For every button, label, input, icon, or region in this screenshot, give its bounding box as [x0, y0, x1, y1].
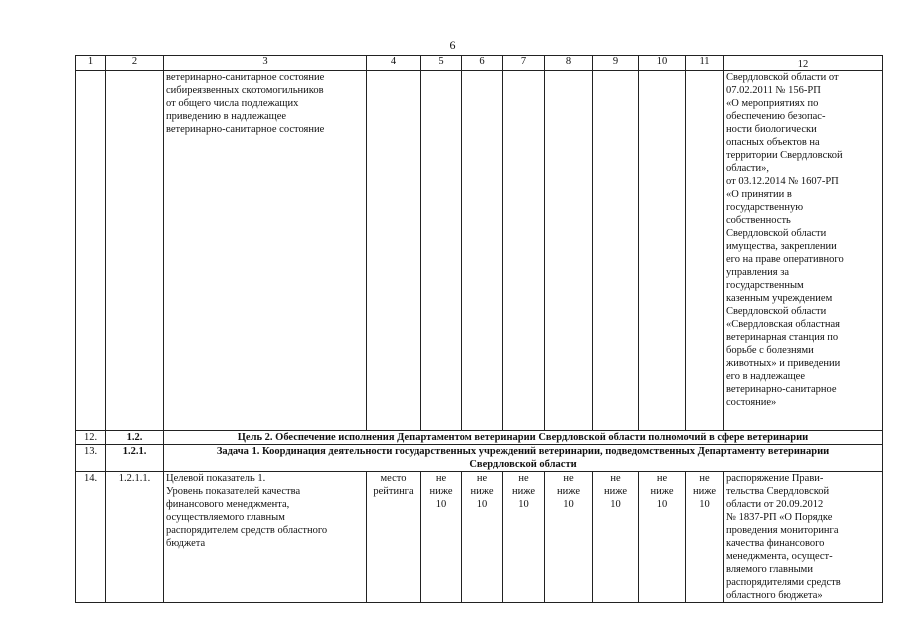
text-line: качества финансового: [726, 538, 825, 549]
text-line: его на праве оперативного: [726, 254, 844, 265]
table-row-indicator-1: [76, 472, 883, 603]
goal-heading: Цель 2. Обеспечение исполнения Департаментом ветеринарии Свердловской области полномочий в сфере ветеринарии: [164, 431, 883, 445]
unit-cell: [367, 472, 421, 603]
text-line: 10: [476, 499, 488, 510]
text-line: области от 20.09.2012: [726, 499, 824, 510]
header-cell: 8: [545, 56, 593, 71]
text-line: 10: [656, 499, 668, 510]
table-row-goal-2: [76, 431, 883, 445]
text-line: место: [380, 473, 407, 484]
text-line: сибиреязвенных скотомогильников: [166, 85, 324, 96]
text-line: управления за: [726, 267, 789, 278]
text-line: не: [563, 473, 574, 484]
text-line: областного бюджета»: [726, 590, 823, 601]
text-line: ниже: [556, 486, 580, 497]
text-line: не: [610, 473, 621, 484]
text-line: 10: [518, 499, 529, 510]
text-line: не: [699, 473, 710, 484]
header-cell: 4: [367, 56, 421, 71]
indicator-table: [75, 55, 883, 603]
text-line: «О принятии в: [726, 189, 792, 200]
text-line: бюджета: [166, 538, 206, 549]
text-line: № 1837-РП «О Порядке: [726, 512, 833, 523]
text-line: 10: [699, 499, 710, 510]
text-line: государственную: [726, 202, 804, 213]
text-line: ветеринарно-санитарное состояние: [166, 124, 325, 135]
text-line: от 03.12.2014 № 1607-РП: [726, 176, 839, 187]
text-line: распорядителем средств областного: [166, 525, 328, 536]
text-line: ниже: [650, 486, 674, 497]
text-line: опасных объектов на: [726, 137, 820, 148]
text-line: ветеринарно-санитарное: [726, 384, 837, 395]
text-line: Целевой показатель 1.: [166, 473, 266, 484]
header-cell: 9: [593, 56, 639, 71]
text-line: вляемого главными: [726, 564, 813, 575]
text-line: тельства Свердловской: [726, 486, 830, 497]
value-cell: [686, 472, 724, 603]
value-cell: [421, 472, 462, 603]
continuation-description: [164, 71, 367, 431]
text-line: распорядителями средств: [726, 577, 841, 588]
header-cell: 11: [686, 56, 724, 71]
table-row-task-1: [76, 445, 883, 472]
text-line: ниже: [470, 486, 494, 497]
text-line: Свердловской области: [726, 306, 827, 317]
text-line: приведению в надлежащее: [166, 111, 287, 122]
row-code: 1.2.1.1.: [106, 472, 164, 603]
value-cell: [503, 472, 545, 603]
text-line: государственным: [726, 280, 804, 291]
text-line: ности биологически: [726, 124, 817, 135]
text-line: «О мероприятиях по: [726, 98, 819, 109]
text-line: не: [435, 473, 447, 484]
header-cell: 12: [724, 56, 883, 71]
text-line: животных» и приведении: [726, 358, 841, 369]
header-cell: 7: [503, 56, 545, 71]
value-cell: [639, 472, 686, 603]
value-cell: [462, 472, 503, 603]
text-line: распоряжение Прави-: [726, 473, 824, 484]
header-cell: 6: [462, 56, 503, 71]
table-row-continuation: [76, 71, 883, 431]
text-line: 10: [610, 499, 621, 510]
text-line: области»,: [726, 163, 769, 174]
text-line: Уровень показателей качества: [166, 486, 301, 497]
row-code: 1.2.: [106, 431, 164, 445]
text-line: территории Свердловской: [726, 150, 843, 161]
text-line: обеспечению безопас-: [726, 111, 826, 122]
value-cell: [593, 472, 639, 603]
text-line: Свердловской области от: [726, 72, 839, 83]
text-line: ветеринарно-санитарное состояние: [166, 72, 325, 83]
header-cell: 3: [164, 56, 367, 71]
page-number: 6: [449, 38, 456, 52]
text-line: финансового менеджмента,: [166, 499, 290, 510]
text-line: «Свердловская областная: [726, 319, 840, 330]
text-line: борьбе с болезнями: [726, 345, 814, 356]
text-line: не: [656, 473, 668, 484]
text-line: не: [518, 473, 529, 484]
task-heading-line: Свердловской области: [469, 459, 577, 470]
header-cell: 5: [421, 56, 462, 71]
text-line: имущества, закреплении: [726, 241, 837, 252]
indicator-legal-basis: [724, 472, 883, 603]
continuation-legal-basis: [724, 71, 883, 431]
text-line: осуществляемого главным: [166, 512, 285, 523]
text-line: ниже: [692, 486, 716, 497]
text-line: Свердловской области: [726, 228, 827, 239]
text-line: состояние»: [726, 397, 777, 408]
text-line: ниже: [603, 486, 627, 497]
task-heading-line: Задача 1. Координация деятельности государственных учреждений ветеринарии, подведомственных Департаменту ветеринарии: [216, 446, 830, 457]
text-line: ниже: [429, 486, 453, 497]
text-line: менеджмента, осущест-: [726, 551, 833, 562]
task-heading: [164, 445, 883, 472]
indicator-description: [164, 472, 367, 603]
value-cell: [545, 472, 593, 603]
text-line: проведения мониторинга: [726, 525, 839, 536]
header-row: [76, 56, 883, 71]
header-cell: 1: [76, 56, 106, 71]
header-cell: 2: [106, 56, 164, 71]
row-number: 13.: [76, 445, 106, 472]
text-line: 10: [563, 499, 574, 510]
text-line: рейтинга: [373, 486, 414, 497]
text-line: его в надлежащее: [726, 371, 806, 382]
row-number: 14.: [76, 472, 106, 603]
text-line: ветеринарная станция по: [726, 332, 839, 343]
text-line: 10: [435, 499, 447, 510]
text-line: ниже: [511, 486, 535, 497]
text-line: не: [476, 473, 488, 484]
text-line: собственность: [726, 215, 791, 226]
row-code: 1.2.1.: [106, 445, 164, 472]
header-cell: 10: [639, 56, 686, 71]
text-line: от общего числа подлежащих: [166, 98, 299, 109]
text-line: казенным учреждением: [726, 293, 833, 304]
text-line: 07.02.2011 № 156-РП: [726, 85, 821, 96]
row-number: 12.: [76, 431, 106, 445]
